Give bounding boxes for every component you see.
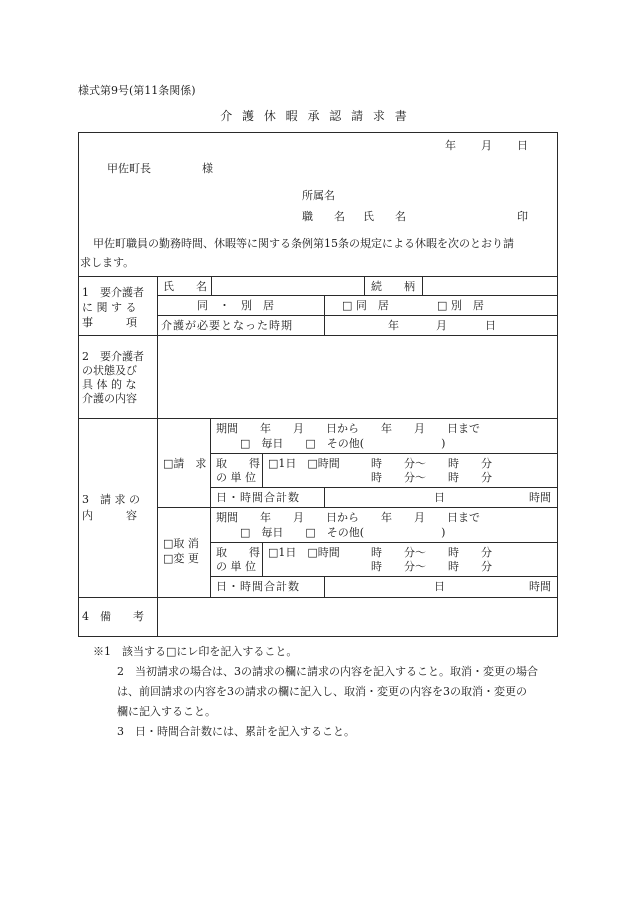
section4-label: 4 備 考 (82, 610, 144, 623)
cancel-total-hour: 時間 (529, 580, 551, 593)
request-total-day: 日 (434, 491, 445, 504)
section1-label-line3: 事 項 (82, 316, 137, 329)
request-unit-label-2: の 単 位 (216, 471, 256, 484)
cancel-total-day: 日 (434, 580, 445, 593)
relation-label: 続 柄 (371, 280, 415, 293)
note-2-line1: 2 当初請求の場合は、3の請求の欄に請求の内容を記入すること。取消・変更の場合 (117, 665, 538, 678)
cancel-time-line-2: 時 分～ 時 分 (371, 560, 492, 573)
need-day: 日 (485, 319, 496, 332)
note-2-line2: は、前回請求の内容を3の請求の欄に記入し、取消・変更の内容を3の取消・変更の (117, 685, 527, 698)
section1-label-line2: に 関 す る (82, 301, 137, 314)
request-period-line: 期間 年 月 日から 年 月 日まで (216, 422, 480, 435)
request-time-line-1: 時 分～ 時 分 (371, 457, 492, 470)
request-total-label: 日・時間合計数 (216, 491, 300, 504)
note-3: 3 日・時間合計数には、累計を記入すること。 (117, 725, 355, 738)
request-time-line-2: 時 分～ 時 分 (371, 471, 492, 484)
need-month: 月 (436, 319, 447, 332)
cancel-unit-label-1: 取 得 (216, 546, 260, 559)
form-title: 介 護 休 暇 承 認 請 求 書 (220, 109, 410, 123)
same-residence-option[interactable]: □ 同 居 (342, 299, 389, 312)
request-checkbox[interactable]: □請 求 (163, 457, 207, 470)
section2-label-line2: の状態及び (82, 364, 137, 377)
date-day: 日 (517, 139, 528, 152)
seal-mark: 印 (517, 210, 528, 223)
cancel-period-line: 期間 年 月 日から 年 月 日まで (216, 511, 480, 524)
request-unit-options[interactable]: □1日 □時間 (268, 457, 340, 470)
cohabitation-label: 同 ・ 別 居 (197, 299, 274, 312)
addressee-sama: 様 (202, 162, 213, 175)
applicant-position-label: 職 名 (302, 210, 350, 223)
request-total-hour: 時間 (529, 491, 551, 504)
cancel-time-line-1: 時 分～ 時 分 (371, 546, 492, 559)
patient-name-label: 氏 名 (163, 280, 207, 293)
addressee-mayor: 甲佐町長 (107, 162, 151, 175)
section3-label-line2: 内 容 (82, 509, 137, 522)
section2-label-line1: 2 要介護者 (82, 350, 144, 363)
request-frequency-line[interactable]: □ 毎日 □ その他( ) (240, 437, 446, 450)
section2-label-line3: 具 体 的 な (82, 378, 137, 391)
applicant-name-label: 氏 名 (363, 210, 411, 223)
request-unit-label-1: 取 得 (216, 457, 260, 470)
statement-line-2: 求します。 (80, 256, 135, 269)
section3-label-line1: 3 請 求 の (82, 493, 140, 506)
care-details-field[interactable] (158, 336, 556, 417)
section1-label-line1: 1 要介護者 (82, 286, 144, 299)
date-year: 年 (445, 139, 456, 152)
section2-label-line4: 介護の内容 (82, 392, 137, 405)
note-2-line3: 欄に記入すること。 (117, 705, 216, 718)
need-year: 年 (388, 319, 399, 332)
cancel-unit-label-2: の 単 位 (216, 560, 256, 573)
cancel-unit-options[interactable]: □1日 □時間 (268, 546, 340, 559)
need-period-label: 介護が必要となった時期 (161, 319, 293, 332)
cancel-checkbox[interactable]: □取 消 (163, 537, 199, 550)
note-1: ※1 該当する□にレ印を記入すること。 (93, 645, 298, 658)
cancel-frequency-line[interactable]: □ 毎日 □ その他( ) (240, 526, 446, 539)
separate-residence-option[interactable]: □ 別 居 (437, 299, 484, 312)
cancel-total-label: 日・時間合計数 (216, 580, 300, 593)
change-checkbox[interactable]: □変 更 (163, 552, 199, 565)
remarks-field[interactable] (158, 598, 556, 635)
statement-line-1: 甲佐町職員の勤務時間、休暇等に関する条例第15条の規定による休暇を次のとおり請 (93, 237, 514, 250)
form-number: 様式第9号(第11条関係) (78, 84, 196, 97)
applicant-affiliation-label: 所属名 (302, 189, 335, 202)
date-month: 月 (481, 139, 492, 152)
